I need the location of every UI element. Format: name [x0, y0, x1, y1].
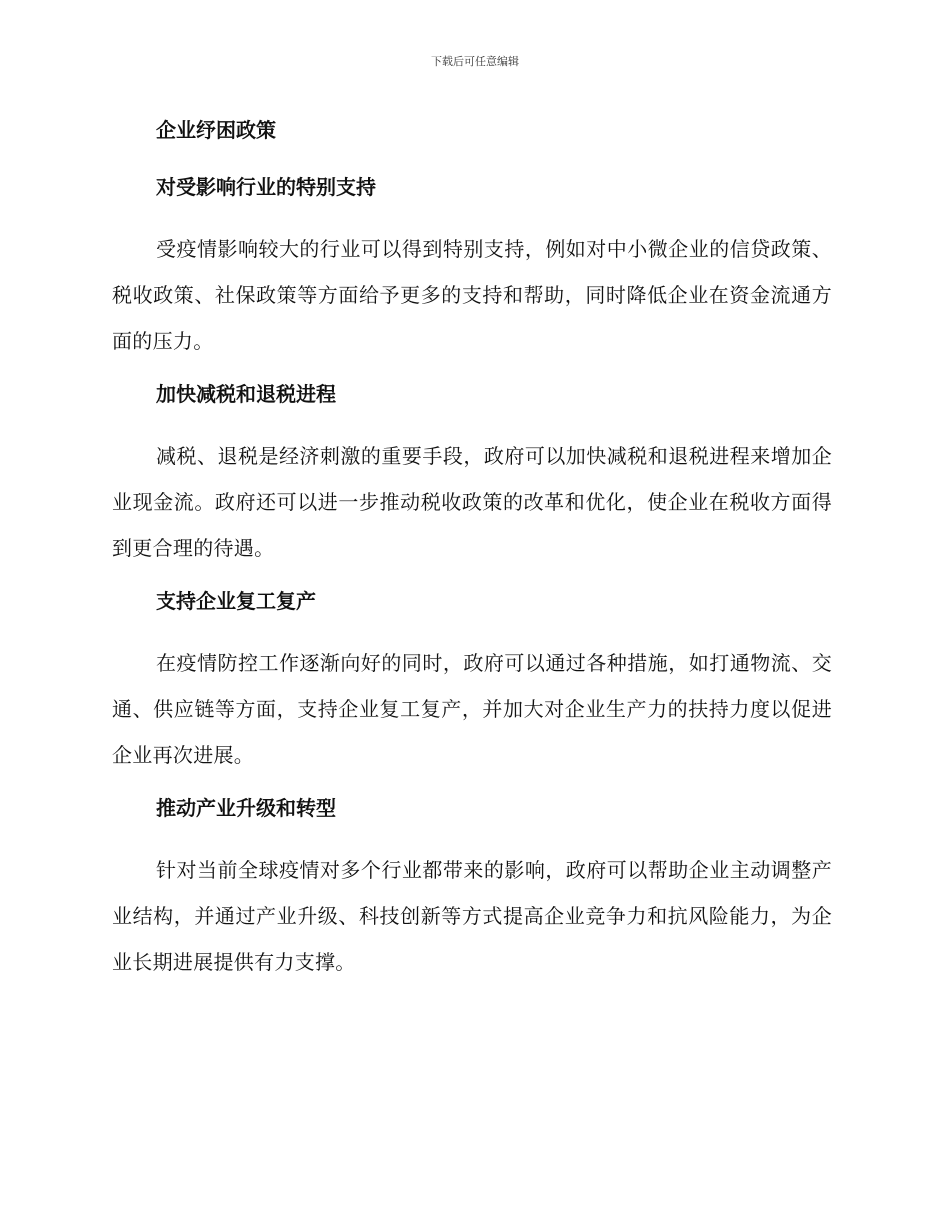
section-heading: 支持企业复工复产 — [156, 589, 316, 613]
document-title: 企业纾困政策 — [156, 118, 276, 142]
page-header-note: 下载后可任意编辑 — [431, 55, 519, 68]
section-heading: 推动产业升级和转型 — [156, 796, 336, 820]
document-body — [112, 112, 832, 997]
section-heading: 对受影响行业的特别支持 — [156, 175, 376, 199]
section-paragraph: 受疫情影响较大的行业可以得到特别支持，例如对中小微企业的信贷政策、税收政策、社保政策等方面给予更多的支持和帮助，同时降低企业在资金流通方面的压力。 — [112, 237, 832, 353]
section-paragraph: 减税、退税是经济刺激的重要手段，政府可以加快减税和退税进程来增加企业现金流。政府还可以进一步推动税收政策的改革和优化，使企业在税收方面得到更合理的待遇。 — [112, 444, 832, 560]
section-heading: 加快减税和退税进程 — [156, 382, 336, 406]
section-paragraph: 在疫情防控工作逐渐向好的同时，政府可以通过各种措施，如打通物流、交通、供应链等方面，支持企业复工复产，并加大对企业生产力的扶持力度以促进企业再次进展。 — [112, 651, 832, 767]
section-paragraph: 针对当前全球疫情对多个行业都带来的影响，政府可以帮助企业主动调整产业结构，并通过产业升级、科技创新等方式提高企业竞争力和抗风险能力，为企业长期进展提供有力支撑。 — [112, 858, 832, 974]
